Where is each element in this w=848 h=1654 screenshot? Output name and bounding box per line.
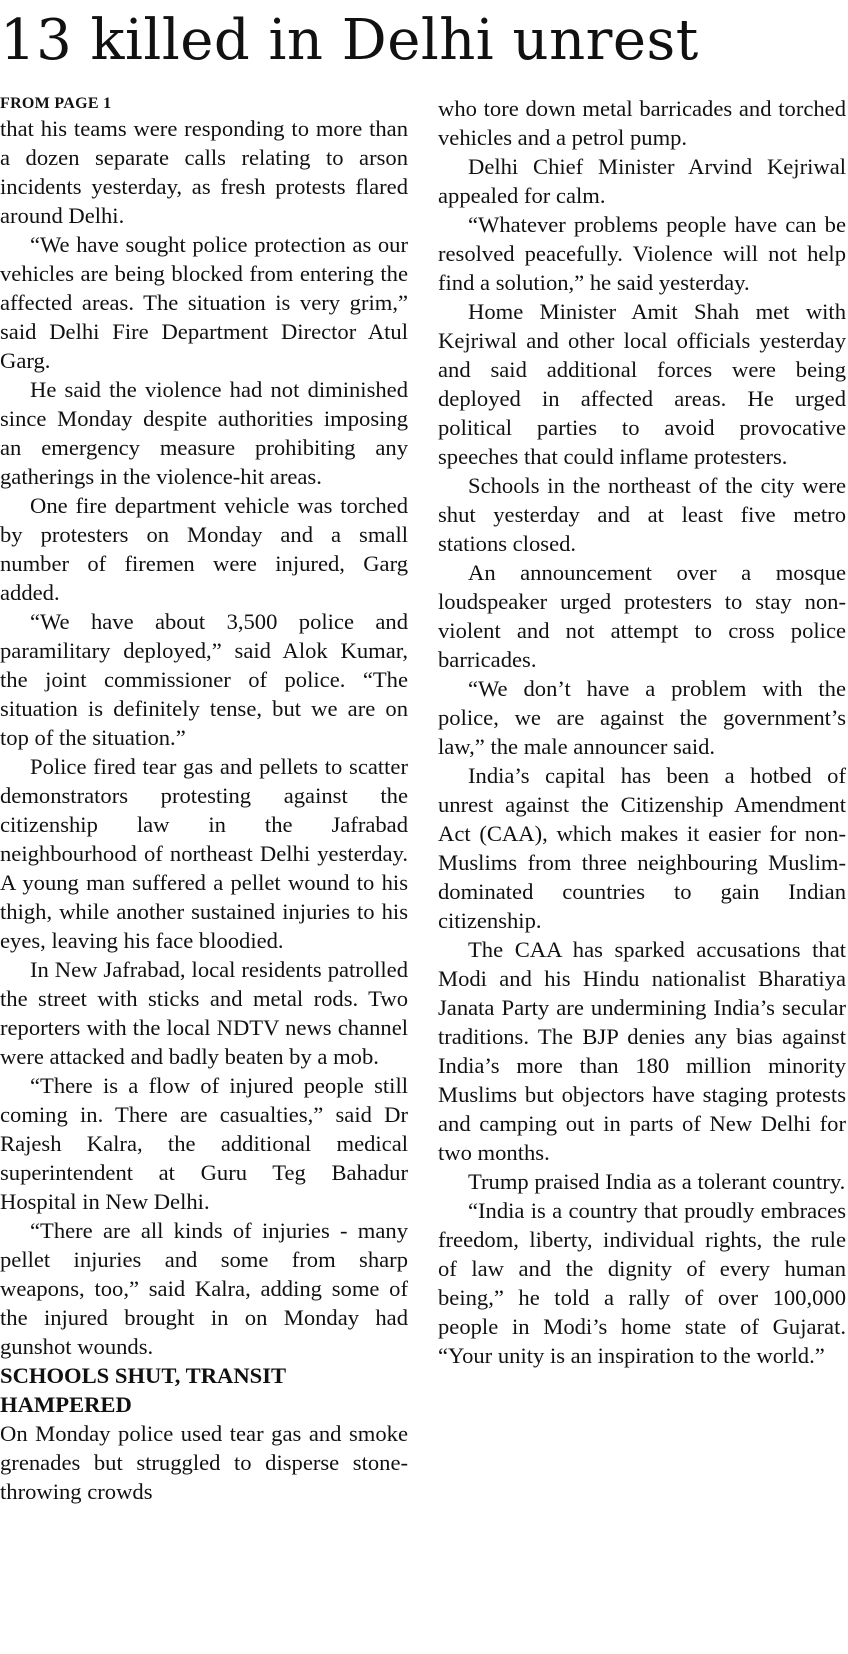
paragraph: In New Jafrabad, local residents patrolled the street with sticks and metal rods. Two reporters with the local NDTV news channel were attacked and badly beaten by a mob.: [0, 957, 408, 1069]
paragraph: One fire department vehicle was torched by protesters on Monday and a small number of firemen were injured, Garg added.: [0, 493, 408, 605]
subhead-schools-shut: SCHOOLS SHUT, TRANSIT HAMPERED: [0, 1363, 286, 1417]
paragraph: “We don’t have a problem with the police, we are against the government’s law,” the male announcer said.: [438, 676, 846, 759]
article-column-right: [438, 94, 846, 1370]
paragraph: “There is a flow of injured people still coming in. There are casualties,” said Dr Rajesh Kalra, the additional medical superintendent at Guru Teg Bahadur Hospital in New Delhi.: [0, 1073, 408, 1214]
paragraph: Delhi Chief Minister Arvind Kejriwal appealed for calm.: [438, 154, 846, 208]
paragraph: “We have sought police protection as our vehicles are being blocked from entering the affected areas. The situation is very grim,” said Delhi Fire Department Director Atul Garg.: [0, 232, 408, 373]
paragraph: India’s capital has been a hotbed of unrest against the Citizenship Amendment Act (CAA), which makes it easier for non-Muslims from three neighbouring Muslim-dominated countries to gain Indian citizenship.: [438, 763, 846, 933]
paragraph: “We have about 3,500 police and paramilitary deployed,” said Alok Kumar, the joint commissioner of police. “The situation is definitely tense, but we are on top of the situation.”: [0, 609, 408, 750]
paragraph: Police fired tear gas and pellets to scatter demonstrators protesting against the citizenship law in the Jafrabad neighbourhood of northeast Delhi yesterday. A young man suffered a pellet wound to his thigh, while another sustained injuries to his eyes, leaving his face bloodied.: [0, 754, 408, 953]
paragraph: He said the violence had not diminished since Monday despite authorities imposing an emergency measure prohibiting any gatherings in the violence-hit areas.: [0, 377, 408, 489]
paragraph: that his teams were responding to more than a dozen separate calls relating to arson incidents yesterday, as fresh protests flared around Delhi.: [0, 116, 408, 228]
paragraph: Schools in the northeast of the city were shut yesterday and at least five metro stations closed.: [438, 473, 846, 556]
paragraph: “There are all kinds of injuries - many pellet injuries and some from sharp weapons, too,” said Kalra, adding some of the injured brought in on Monday had gunshot wounds.: [0, 1218, 408, 1359]
kicker-from-page-1: FROM PAGE 1: [0, 95, 112, 112]
article-column-left: [0, 94, 408, 1506]
paragraph-continuation: who tore down metal barricades and torched vehicles and a petrol pump.: [438, 96, 846, 150]
paragraph: “India is a country that proudly embraces freedom, liberty, individual rights, the rule of law and the dignity of every human being,” he told a rally of over 100,000 people in Modi’s home state of Gujarat. “Your unity is an inspiration to the world.”: [438, 1198, 846, 1368]
paragraph: The CAA has sparked accusations that Modi and his Hindu nationalist Bharatiya Janata Party are undermining India’s secular traditions. The BJP denies any bias against India’s more than 180 million minority Muslims but objectors have staging protests and camping out in parts of New Delhi for two months.: [438, 937, 846, 1165]
paragraph: “Whatever problems people have can be resolved peacefully. Violence will not help find a solution,” he said yesterday.: [438, 212, 846, 295]
headline: 13 killed in Delhi unrest: [0, 8, 699, 73]
paragraph: Trump praised India as a tolerant country.: [468, 1169, 846, 1194]
paragraph: On Monday police used tear gas and smoke grenades but struggled to disperse stone-throwing crowds: [0, 1421, 408, 1504]
paragraph: An announcement over a mosque loudspeaker urged protesters to stay non-violent and not attempt to cross police barricades.: [438, 560, 846, 672]
paragraph: Home Minister Amit Shah met with Kejriwal and other local officials yesterday and said additional forces were being deployed in affected areas. He urged political parties to avoid provocative speeches that could inflame protesters.: [438, 299, 846, 469]
